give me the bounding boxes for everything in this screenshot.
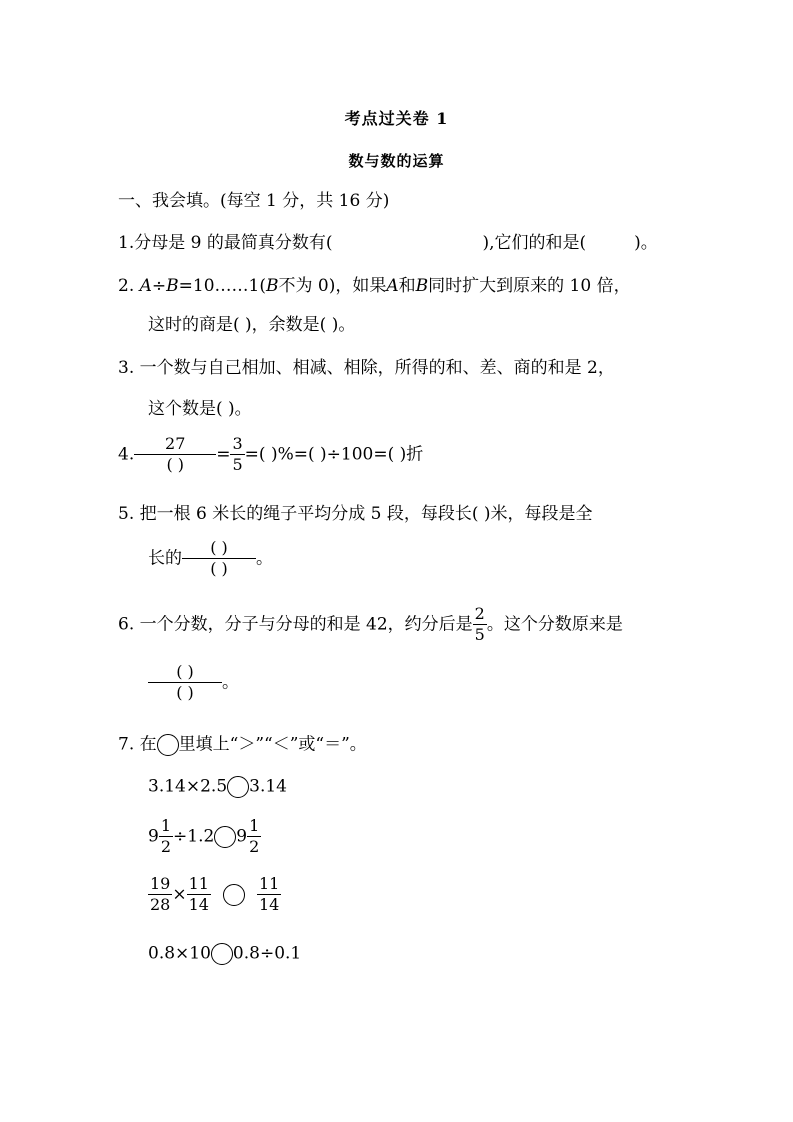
q6-frac1-den: 5 [474,625,485,644]
q2-var-a: A [139,276,152,296]
q6-frac2-den: ( ) [176,683,194,702]
circle-blank-icon[interactable] [157,734,179,756]
q2-var-b2: B [266,276,279,296]
q7-row3-f3den: 14 [258,895,280,914]
q7-row4-left: 0.8×10 [148,943,211,964]
q6-fraction-1 [473,606,487,643]
q7-row2-circle[interactable] [214,826,236,848]
q2-rest: 不为 0)，如果 [278,276,387,296]
q4-fraction-2 [230,436,244,473]
q7-row3-f2den: 14 [188,895,209,914]
q7-row3-circle[interactable] [223,884,245,906]
q7-row3-fraction-3 [257,876,281,913]
q5-text-b: 。 [256,548,273,569]
q7-row2-fraction [159,818,173,855]
q7-row1-circle[interactable] [227,776,249,798]
q7-row2-rwhole: 9 [236,826,248,847]
q4-number: 4. [118,444,135,465]
q7-intro-b: 里填上“＞”“＜”或“＝”。 [178,734,367,755]
question-4 [118,436,423,473]
q7-intro-a: 7. 在 [118,734,157,755]
q7-row3-f2num: 11 [188,874,209,893]
question-2-line1 [118,275,631,297]
q4-fraction-1 [134,436,216,473]
q7-row2-whole: 9 [148,826,159,847]
question-5-line2 [148,540,273,577]
q7-row-2 [148,818,261,855]
q2-eq: =10……1( [178,276,266,296]
q4-frac2-den: 5 [232,455,243,474]
q5-frac-den: ( ) [210,559,228,578]
q7-row1-left: 3.14×2.5 [148,776,228,797]
q7-row-3 [148,876,281,913]
q6-frac2-num: ( ) [148,664,222,683]
question-3-line2: 这个数是( )。 [148,399,252,419]
page-subtitle: 数与数的运算 [348,152,445,170]
question-6-line1 [118,606,623,643]
q1-text-b: ),它们的和是( [482,233,587,253]
section-heading: 一、我会填。(每空 1 分，共 16 分) [118,191,390,211]
q7-row3-f1den: 28 [150,895,171,914]
q7-row2-mid: ÷1.2 [173,826,215,847]
q2-div: ÷ [151,276,167,296]
question-7-intro [118,733,367,756]
q7-row3-f1num: 19 [150,874,171,893]
q2-var-b: B [166,276,179,296]
q2-tail: 同时扩大到原来的 10 倍， [428,276,631,296]
q6-text-c: 。 [222,672,239,693]
q6-text-a: 6. 一个分数，分子与分母的和是 42，约分后是 [118,614,473,635]
question-6-line2 [148,664,239,701]
q2-and: 和 [398,276,416,296]
q7-row2-fden: 2 [160,837,172,856]
q2-var-a2: A [386,276,399,296]
q7-row2-rden: 2 [249,837,260,856]
q4-frac1-num: 27 [134,436,216,455]
q7-row2-rfraction [247,818,261,855]
q7-row-4 [148,942,301,965]
question-3-line1: 3. 一个数与自己相加、相减、相除，所得的和、差、商的和是 2， [118,358,615,378]
q7-row2-fnum: 1 [160,816,172,835]
q6-fraction-2 [148,664,222,701]
question-2-line2: 这时的商是( )，余数是( )。 [148,315,356,335]
question-1 [118,232,658,254]
question-5-line1: 5. 把一根 6 米长的绳子平均分成 5 段，每段长( )米，每段是全 [118,504,593,524]
q7-row2-rnum: 1 [249,816,260,835]
page-title: 考点过关卷 1 [344,109,449,128]
q2-var-b3: B [415,276,429,296]
q7-row3-fraction-2 [187,876,211,913]
q4-eq: = [216,444,231,465]
q7-row-1 [148,775,287,798]
q1-text-c: )。 [634,233,658,253]
q2-number: 2. [118,276,135,296]
q5-text-a: 长的 [148,548,182,569]
q7-row4-circle[interactable] [211,943,233,965]
q1-text-a: 1.分母是 9 的最简真分数有( [118,233,333,253]
q5-frac-num: ( ) [182,540,256,559]
q7-row3-fraction-1 [148,876,172,913]
q6-text-b: 。这个分数原来是 [486,614,623,635]
q4-frac1-den: ( ) [166,455,185,474]
q7-row4-right: 0.8÷0.1 [232,943,302,964]
q7-row1-right: 3.14 [249,776,287,797]
q7-row3-times: × [172,884,187,905]
q7-row3-f3num: 11 [258,874,280,893]
q4-frac2-num: 3 [232,434,243,453]
q5-fraction [182,540,256,577]
q6-frac1-num: 2 [474,604,485,623]
q4-rest: =( )%=( )÷100=( )折 [244,444,424,465]
